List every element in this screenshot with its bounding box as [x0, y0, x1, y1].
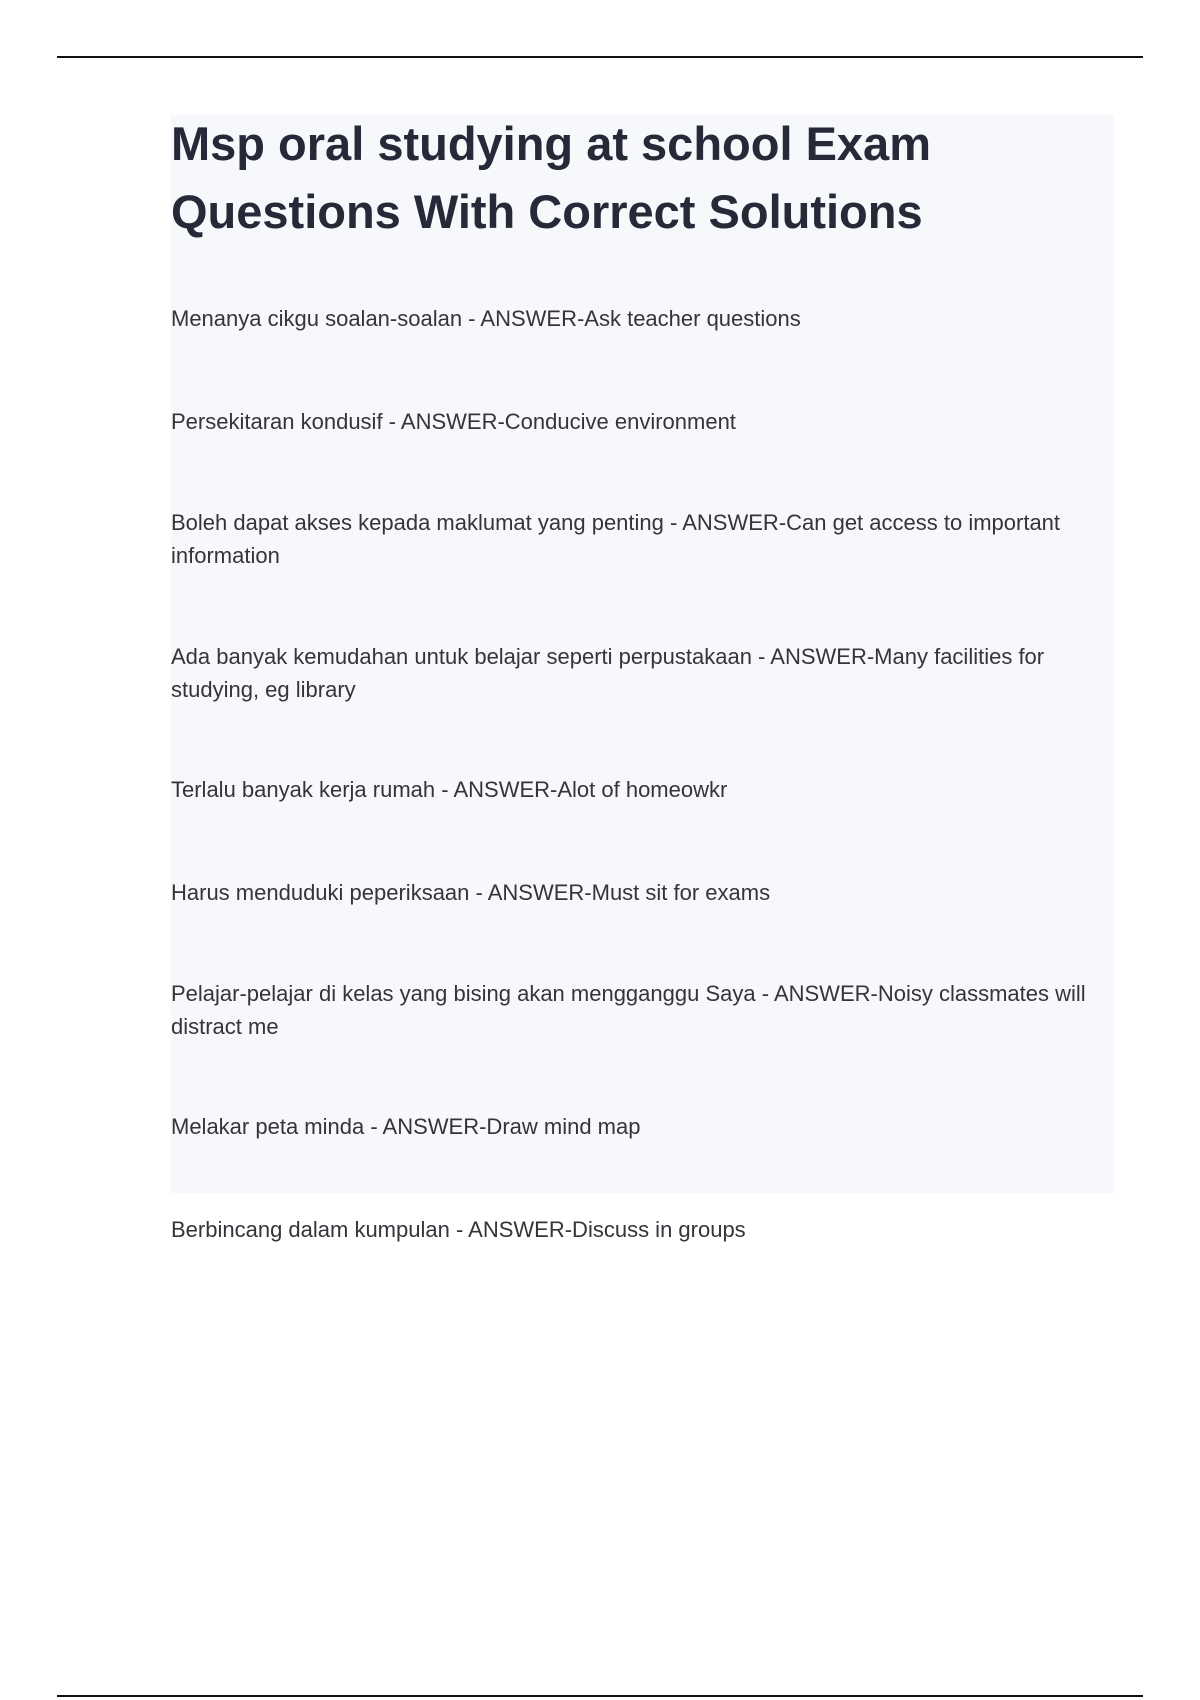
qa-item: Ada banyak kemudahan untuk belajar seperti perpustakaan - ANSWER-Many facilities for studying, eg library [171, 644, 1045, 702]
qa-item: Melakar peta minda - ANSWER-Draw mind map [171, 1114, 641, 1139]
qa-item: Harus menduduki peperiksaan - ANSWER-Must sit for exams [171, 880, 771, 905]
qa-item: Terlalu banyak kerja rumah - ANSWER-Alot of homeowkr [171, 777, 728, 802]
bottom-divider [57, 1695, 1143, 1697]
qa-item: Berbincang dalam kumpulan - ANSWER-Discuss in groups [171, 1217, 746, 1242]
top-divider [57, 56, 1143, 58]
qa-item: Persekitaran kondusif - ANSWER-Conducive environment [171, 409, 736, 434]
page-title: Msp oral studying at school Exam Questions With Correct Solutions [171, 117, 931, 238]
qa-item: Menanya cikgu soalan-soalan - ANSWER-Ask teacher questions [171, 306, 801, 331]
qa-item: Pelajar-pelajar di kelas yang bising akan mengganggu Saya - ANSWER-Noisy classmates will distract me [171, 981, 1086, 1039]
qa-item: Boleh dapat akses kepada maklumat yang penting - ANSWER-Can get access to important information [171, 510, 1061, 568]
